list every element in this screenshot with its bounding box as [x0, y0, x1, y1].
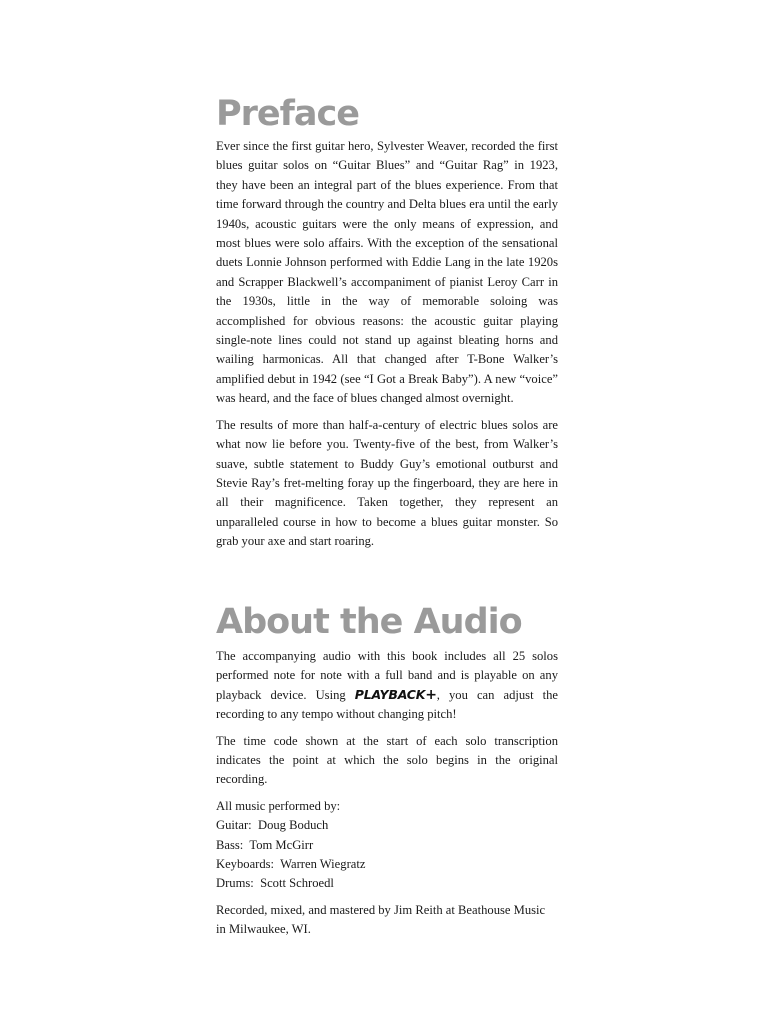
audio-paragraph-2: The time code shown at the start of each solo transcription indicates the point at which the solo begins in the original recording. [216, 733, 558, 787]
playback-logo-text: PLAYBACK [354, 686, 426, 702]
credit-guitar [216, 816, 558, 835]
preface-heading: Preface [216, 94, 359, 134]
credit-name: Warren Wiegratz [280, 857, 366, 872]
credit-name: Scott Schroedl [260, 876, 334, 891]
audio-paragraph-1-start: The accompanying audio with this book includes all 25 solos performed note for note with a full band and is playable on any playback device. Using [216, 649, 558, 702]
credits-block [216, 797, 558, 894]
recording-credit: Recorded, mixed, and mastered by Jim Reith at Beathouse Music in Milwaukee, WI. [216, 902, 546, 937]
credit-name: Doug Boduch [257, 818, 329, 833]
credit-keyboards [216, 855, 558, 874]
audio-section [216, 602, 558, 947]
playback-plus-logo [355, 688, 437, 702]
preface-section [216, 94, 558, 559]
credit-drums [216, 874, 558, 893]
credit-role: Guitar: [216, 818, 252, 833]
playback-plus-sign: + [425, 686, 437, 703]
audio-heading: About the Audio [216, 602, 522, 642]
credit-role: Keyboards: [216, 857, 275, 872]
credit-role: Bass: [216, 837, 244, 852]
preface-paragraph-2: The results of more than half-a-century of electric blues solos are what now lie before you. Twenty-five of the best, from Walker’s suave, subtle statement to Buddy Guy’s emotional outburst and Stevie Ray’s fret-melting foray up the fingerboard, they are here in all their magnificence. Taken together, they represent an unparalleled course in how to become a blues guitar monster. So grab your axe and start roaring. [216, 417, 558, 549]
audio-paragraph-1-end: , you can adjust the recording to any tempo without changing pitch! [216, 687, 559, 722]
credits-intro: All music performed by: [216, 798, 341, 813]
audio-paragraph-1 [216, 647, 558, 725]
preface-paragraph-1: Ever since the first guitar hero, Sylvester Weaver, recorded the first blues guitar solos on “Guitar Blues” and “Guitar Rag” in 1923, they have been an integral part of the blues experience. From that time forward through the country and Delta blues era until the early 1940s, acoustic guitars were the only means of expression, and most blues were solo affairs. With the exception of the sensational duets Lonnie Johnson performed with Eddie Lang in the late 1920s and Scrapper Blackwell’s accompaniment of pianist Leroy Carr in the 1930s, little in the way of memorable soloing was accomplished for obvious reasons: the acoustic guitar playing single-note lines could not stand up against bleating horns and wailing harmonicas. All that changed after T-Bone Walker’s amplified debut in 1942 (see “I Got a Break Baby”). A new “voice” was heard, and the face of blues changed almost overnight. [216, 139, 558, 406]
credit-role: Drums: [216, 876, 254, 891]
credit-bass [216, 836, 558, 855]
credit-name: Tom McGirr [249, 837, 314, 852]
